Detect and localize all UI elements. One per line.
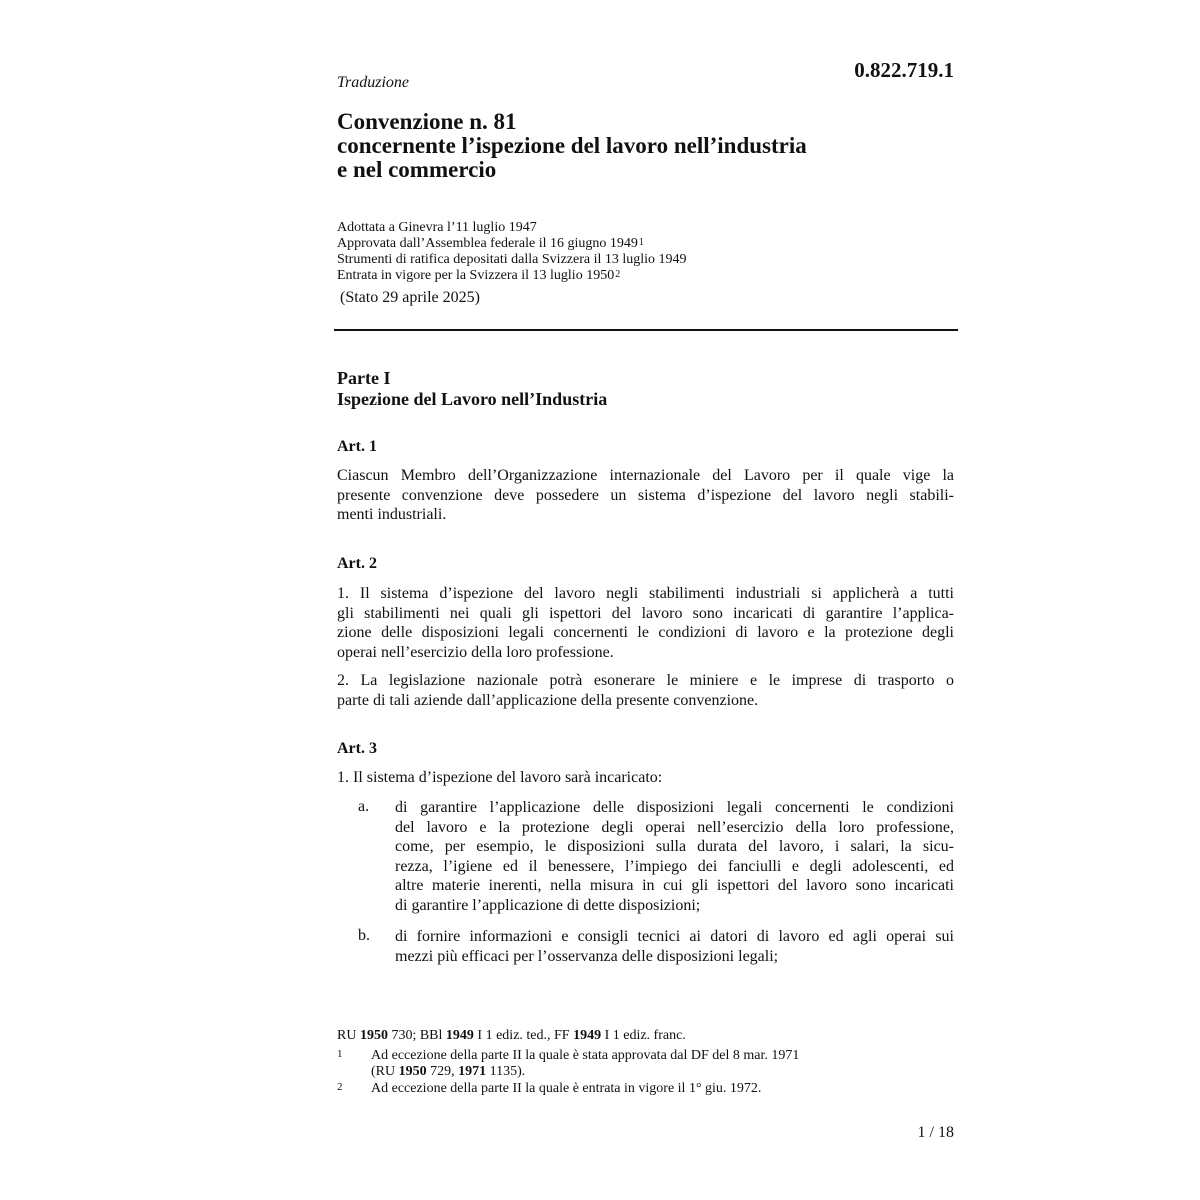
article-2-line: parte di tali aziende dall’applicazione della presente convenzione. (337, 691, 759, 709)
list-item-a-line: altre materie inerenti, nella misura in cui gli ispettori del lavoro sono incaricati (395, 877, 954, 894)
document-title (337, 110, 957, 182)
title-line-2: concernente l’ispezione del lavoro nell’industria (337, 133, 807, 158)
ratification-line: Strumenti di ratifica depositati dalla Svizzera il 13 luglio 1949 (337, 252, 687, 267)
official-reference: RU 1950 730; BBl 1949 I 1 ediz. ted., FF 1949 I 1 ediz. franc. (337, 1028, 686, 1043)
page-number: 1 / 18 (917, 1124, 954, 1141)
article-2-paragraph-1 (337, 584, 954, 662)
part-heading (337, 368, 607, 410)
article-1-heading: Art. 1 (337, 438, 377, 455)
list-item-b-text (395, 927, 954, 966)
article-3-heading: Art. 3 (337, 740, 377, 757)
article-2-line: gli stabilimenti nei quali gli ispettori del lavoro sono incaricati di garantire l’applica- (337, 604, 954, 622)
list-item-a-line: rezza, l’igiene ed il benessere, l’impiego dei fanciulli e degli adolescenti, ed (395, 857, 954, 875)
footnote-1-number: 1 (337, 1048, 343, 1060)
list-item-b-line: di fornire informazioni e consigli tecnici ai datori di lavoro ed agli operai sui (395, 928, 954, 945)
document-number: 0.822.719.1 (854, 58, 954, 82)
article-1-line: menti industriali. (337, 506, 447, 523)
footnote-1-line: (RU 1950 729, 1971 1135). (371, 1064, 526, 1079)
adopted-line: Adottata a Ginevra l’11 luglio 1947 (337, 220, 537, 235)
header-divider (334, 329, 958, 331)
list-item-b-label: b. (358, 927, 370, 944)
article-1-line: presente convenzione deve possedere un sistema d’ispezione del lavoro negli stabili- (337, 486, 954, 504)
part-title: Ispezione del Lavoro nell’Industria (337, 389, 608, 409)
article-3-paragraph-1 (337, 768, 954, 788)
title-line-3: e nel commercio (337, 157, 497, 182)
list-item-a-line: di garantire l’applicazione delle disposizioni legali concernenti le condizioni (395, 799, 954, 816)
list-item-a-label: a. (358, 798, 370, 815)
article-2-heading: Art. 2 (337, 555, 377, 572)
status-date: (Stato 29 aprile 2025) (340, 289, 480, 306)
footnote-ref-2[interactable]: 2 (615, 269, 621, 280)
article-2-line: zione delle disposizioni legali concernenti le condizioni di lavoro e la protezione degli (337, 624, 954, 641)
part-number: Parte I (337, 368, 391, 388)
article-2-line: 2. La legislazione nazionale potrà esonerare le miniere e le imprese di trasporto o (337, 672, 954, 689)
list-item-a-text (395, 798, 954, 915)
article-1-line: Ciascun Membro dell’Organizzazione internazionale del Lavoro per il quale vige la (337, 467, 954, 484)
list-item-a-line: del lavoro e la protezione degli operai nell’esercizio della loro professione, (395, 818, 954, 836)
title-line-1: Convenzione n. 81 (337, 109, 517, 134)
in-force-line: Entrata in vigore per la Svizzera il 13 luglio 1950$^2$ (337, 268, 621, 283)
list-item-a-line: di garantire l’applicazione di dette disposizioni; (395, 896, 701, 914)
article-3-line: 1. Il sistema d’ispezione del lavoro sarà incaricato: (337, 769, 663, 786)
footnote-2 (371, 1081, 761, 1097)
footnote-1-line: Ad eccezione della parte II la quale è stata approvata dal DF del 8 mar. 1971 (371, 1048, 800, 1063)
list-item-a-line: come, per esempio, le disposizioni sulla durata del lavoro, i salari, la sicu- (395, 838, 954, 855)
footnote-2-number: 2 (337, 1081, 343, 1093)
article-2-line: operai nell’esercizio della loro professione. (337, 643, 614, 661)
footnotes (337, 1028, 686, 1044)
article-1-text (337, 466, 954, 525)
list-item-b-line: mezzi più efficaci per l’osservanza delle disposizioni legali; (395, 947, 779, 965)
footnote-ref-1[interactable]: 1 (638, 237, 644, 248)
article-2-line: 1. Il sistema d’ispezione del lavoro negli stabilimenti industriali si applicherà a tutti (337, 585, 954, 602)
footnote-1 (371, 1048, 799, 1080)
approved-line: Approvata dall’Assemblea federale il 16 giugno 1949$^1$ (337, 236, 644, 251)
translation-label: Traduzione (337, 74, 410, 91)
document-metadata (337, 220, 957, 284)
article-2-paragraph-2 (337, 671, 954, 710)
footnote-2-line: Ad eccezione della parte II la quale è entrata in vigore il 1° giu. 1972. (371, 1081, 762, 1096)
